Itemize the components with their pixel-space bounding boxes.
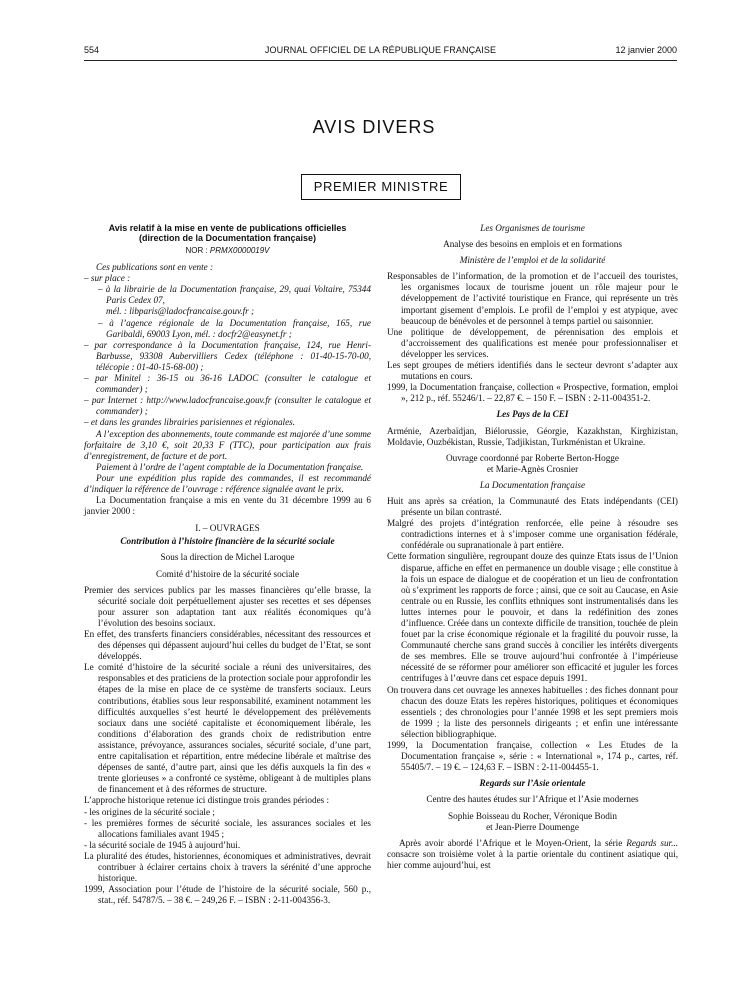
page-header xyxy=(84,45,677,59)
paragraph: Malgré des projets d’intégration renforcée, elle peine à résoudre ses contradictions internes et à s’imposer comme une organisation fédérale, confédérale ou supranationale à part entière. xyxy=(387,518,678,551)
list-item: – à l’agence régionale de la Documentation française, 165, rue Garibaldi, 69003 Lyon, mél. : docfr2@easynet.fr ; xyxy=(98,317,371,339)
work-authors: Sophie Boisseau du Rocher, Véronique Bodin et Jean-Pierre Doumenge xyxy=(448,810,617,832)
work-title: Les Pays de la CEI xyxy=(496,409,569,420)
right-column xyxy=(387,223,678,871)
work-title: Regards sur l’Asie orientale xyxy=(479,778,586,789)
paragraph: Pour une expédition plus rapide des commandes, il est recommandé d’indiquer la référence de l’ouvrage : référence signalée avant le prix. xyxy=(84,472,371,494)
publication-info: 1999, la Documentation française, collection « Les Etudes de la Documentation française », série : « International », 174 p., cartes, réf. 55405/7. – 19 €. – 124,63 F. – ISBN : 2-11-004455-1. xyxy=(387,740,678,773)
page-number: 554 xyxy=(84,45,100,55)
list-item: - les premières formes de sécurité sociale, les assurances sociales et les allocations familiales avant 1945 ; xyxy=(84,817,371,839)
paragraph: Paiement à l’ordre de l’agent comptable de la Documentation française. xyxy=(96,461,364,472)
page-title: AVIS DIVERS xyxy=(312,117,436,137)
work-countries: Arménie, Azerbaïdjan, Biélorussie, Géorgie, Kazakhstan, Kirghizistan, Moldavie, Ouzbékistan, Russie, Tadjikistan, Turkménistan et Ukraine. xyxy=(387,425,678,447)
avis-title: Avis relatif à la mise en vente de publications officielles (direction de la Documentation française) xyxy=(108,223,347,243)
paragraph: En effet, des transferts financiers considérables, nécessitant des ressources et des dépenses qui dépassent aujourd’hui celles du budget de l’Etat, se sont développés. xyxy=(84,629,371,662)
header-rule xyxy=(84,60,677,61)
paragraph: Huit ans après sa création, la Communauté des Etats indépendants (CEI) présente un bilan contrasté. xyxy=(387,495,678,518)
list-item: – par Internet : http://www.ladocfrancaise.gouv.fr (consulter le catalogue et commander) ; xyxy=(84,395,371,417)
paragraph: Le comité d’histoire de la sécurité sociale a réuni des universitaires, des responsables et des praticiens de la protection sociale pour approfondir les étapes de la mise en place de ce système de transferts sociaux. Leurs contributions, établies sous leur responsabilité, examinent notamment les difficultés auxquelles s’est heurté le développement des prélèvements sociaux dans une société capitaliste et économiquement libérale, les conditions d’élaboration des grands choix de redistribution entre assistance, prévoyance, assurances sociales, sécurité sociale, d’une part, entre capitalisation et répartition, entre médecine libérale et maîtrise des dépenses de santé, d’autre part, ainsi que les défis auxquels la fin des « trente glorieuses » a confronté ce système, obligeant à de multiples plans de financement et à des réformes de structure. xyxy=(84,662,371,795)
paragraph: La Documentation française a mis en vente du 31 décembre 1999 au 6 janvier 2000 : xyxy=(84,495,371,517)
paragraph: La pluralité des études, historiennes, économiques et administratives, devrait contribuer à éclairer certains choix à travers la sérénité d’une approche historique. xyxy=(84,850,371,884)
work-committee: Comité d’histoire de la sécurité sociale xyxy=(155,568,300,579)
paragraph: A l’exception des abonnements, toute commande est majorée d’une somme forfaitaire de 3,10 €, soit 20,33 F (TTC), pour participation aux frais d’enregistrement, de facture et de port. xyxy=(84,428,371,461)
list-item: – par correspondance à la Documentation française, 124, rue Henri-Barbusse, 93308 Aubervilliers Cedex (téléphone : 01-40-15-70-00, télécopie : 01-40-15-68-00) ; xyxy=(84,339,371,372)
work-title: Contribution à l’histoire financière de la sécurité sociale xyxy=(120,536,335,547)
work-publisher: Ministère de l’emploi et de la solidarité xyxy=(459,255,606,266)
left-column xyxy=(84,223,371,906)
paragraph: Après avoir abordé l’Afrique et le Moyen-Orient, la série Regards sur... consacre son troisième volet à la partie orientale du continent asiatique qui, hier comme aujourd’hui, est xyxy=(387,837,678,870)
list-item: – à la librairie de la Documentation française, 29, quai Voltaire, 75344 Paris Cedex 07, xyxy=(98,284,371,306)
paragraph: Cette formation singulière, regroupant douze des quinze Etats issus de l’Union disparue, affiche en effet en permanence un double visage ; elle constitue à la fois un espace de dialogue et de coopération et un lieu de confrontation où s’expriment les rapports de force ; ainsi, que ce soit au Caucase, en Asie centrale ou en Russie, les conflits ethniques sont instrumentalisés dans les luttes internes pour le pouvoir, et dans la redéfinition des zones d’influence. Créée dans un contexte difficile de transition, touchée de plein fouet par la crise économique régionale et la fragilité du pouvoir russe, la Communauté cherche sans grand succès à concilier les intérêts divergents de ses membres. Elle se trouve aujourd’hui confrontée à l’impérieuse nécessité de se réformer pour améliorer son efficacité et juguler les forces centrifuges à l’œuvre dans cet espace depuis 1991. xyxy=(387,551,678,684)
list-item: – et dans les grandes librairies parisiennes et régionales. xyxy=(84,417,296,428)
list-item: – sur place : xyxy=(84,273,131,284)
issue-date: 12 janvier 2000 xyxy=(615,45,677,55)
publication-info: 1999, Association pour l’étude de l’histoire de la sécurité sociale, 560 p., stat., réf. 54787/5. – 38 €. – 249,26 F. – ISBN : 2-11-004356-3. xyxy=(84,884,371,906)
paragraph: L’approche historique retenue ici distingue trois grandes périodes : xyxy=(84,795,330,806)
work-coordinators: Ouvrage coordonné par Roberte Berton-Hogge et Marie-Agnès Crosnier xyxy=(446,452,619,474)
list-item: – par Minitel : 36-15 ou 36-16 LADOC (consulter le catalogue et commander) ; xyxy=(84,373,371,395)
list-item: - les origines de la sécurité sociale ; xyxy=(84,806,215,817)
section-heading: I. – OUVRAGES xyxy=(195,523,260,534)
work-subtitle: Centre des hautes études sur l’Afrique et l’Asie modernes xyxy=(426,794,639,805)
list-item: mél. : libparis@ladocfrancaise.gouv.fr ; xyxy=(106,306,255,317)
journal-name: JOURNAL OFFICIEL DE LA RÉPUBLIQUE FRANÇAISE xyxy=(264,45,497,55)
work-publisher: La Documentation française xyxy=(479,479,586,490)
work-title: Les Organismes de tourisme xyxy=(480,223,585,233)
paragraph: Une politique de développement, de pérennisation des emplois et d’accroissement des qualifications est menée pour professionnaliser et développer les services. xyxy=(387,326,678,359)
list-item: - la sécurité sociale de 1945 à aujourd’hui. xyxy=(84,839,241,850)
paragraph: Premier des services publics par les masses financières qu’elle brasse, la sécurité sociale doit perpétuellement ajuster ses recettes et ses dépenses pour assurer son adaptation tant aux réalités économiques qu’à l’évolution des besoins sociaux. xyxy=(84,584,371,628)
ministry-box: PREMIER MINISTRE xyxy=(301,174,461,200)
nor-reference: NOR : PRMX0000019V xyxy=(185,246,270,255)
work-direction: Sous la direction de Michel Laroque xyxy=(160,552,295,563)
intro: Ces publications sont en vente : xyxy=(96,262,214,273)
paragraph: Les sept groupes de métiers identifiés dans le secteur devront s’adapter aux mutations en cours. xyxy=(387,360,678,382)
publication-info: 1999, la Documentation française, collection « Prospective, formation, emploi », 212 p., réf. 55246/1. – 22,87 €. – 150 F. – ISBN : 2-11-004351-2. xyxy=(387,382,678,404)
work-subtitle: Analyse des besoins en emplois et en formations xyxy=(443,239,622,250)
paragraph: Responsables de l’information, de la promotion et de l’accueil des touristes, les organismes locaux de tourisme jouent un rôle majeur pour le développement de l’activité touristique en France, qui représente un très important gisement d’emplois. Le profil de l’emploi y est atypique, avec beaucoup de bénévoles et de personnel à temps partiel ou saisonnier. xyxy=(387,271,678,326)
paragraph: On trouvera dans cet ouvrage les annexes habituelles : des fiches donnant pour chacun des douze Etats les repères historiques, politiques et économiques essentiels ; des chronologies pour l’année 1998 et les sept premiers mois de 1999 ; la liste des personnels dirigeants ; et enfin une intéressante sélection bibliographique. xyxy=(387,684,678,739)
